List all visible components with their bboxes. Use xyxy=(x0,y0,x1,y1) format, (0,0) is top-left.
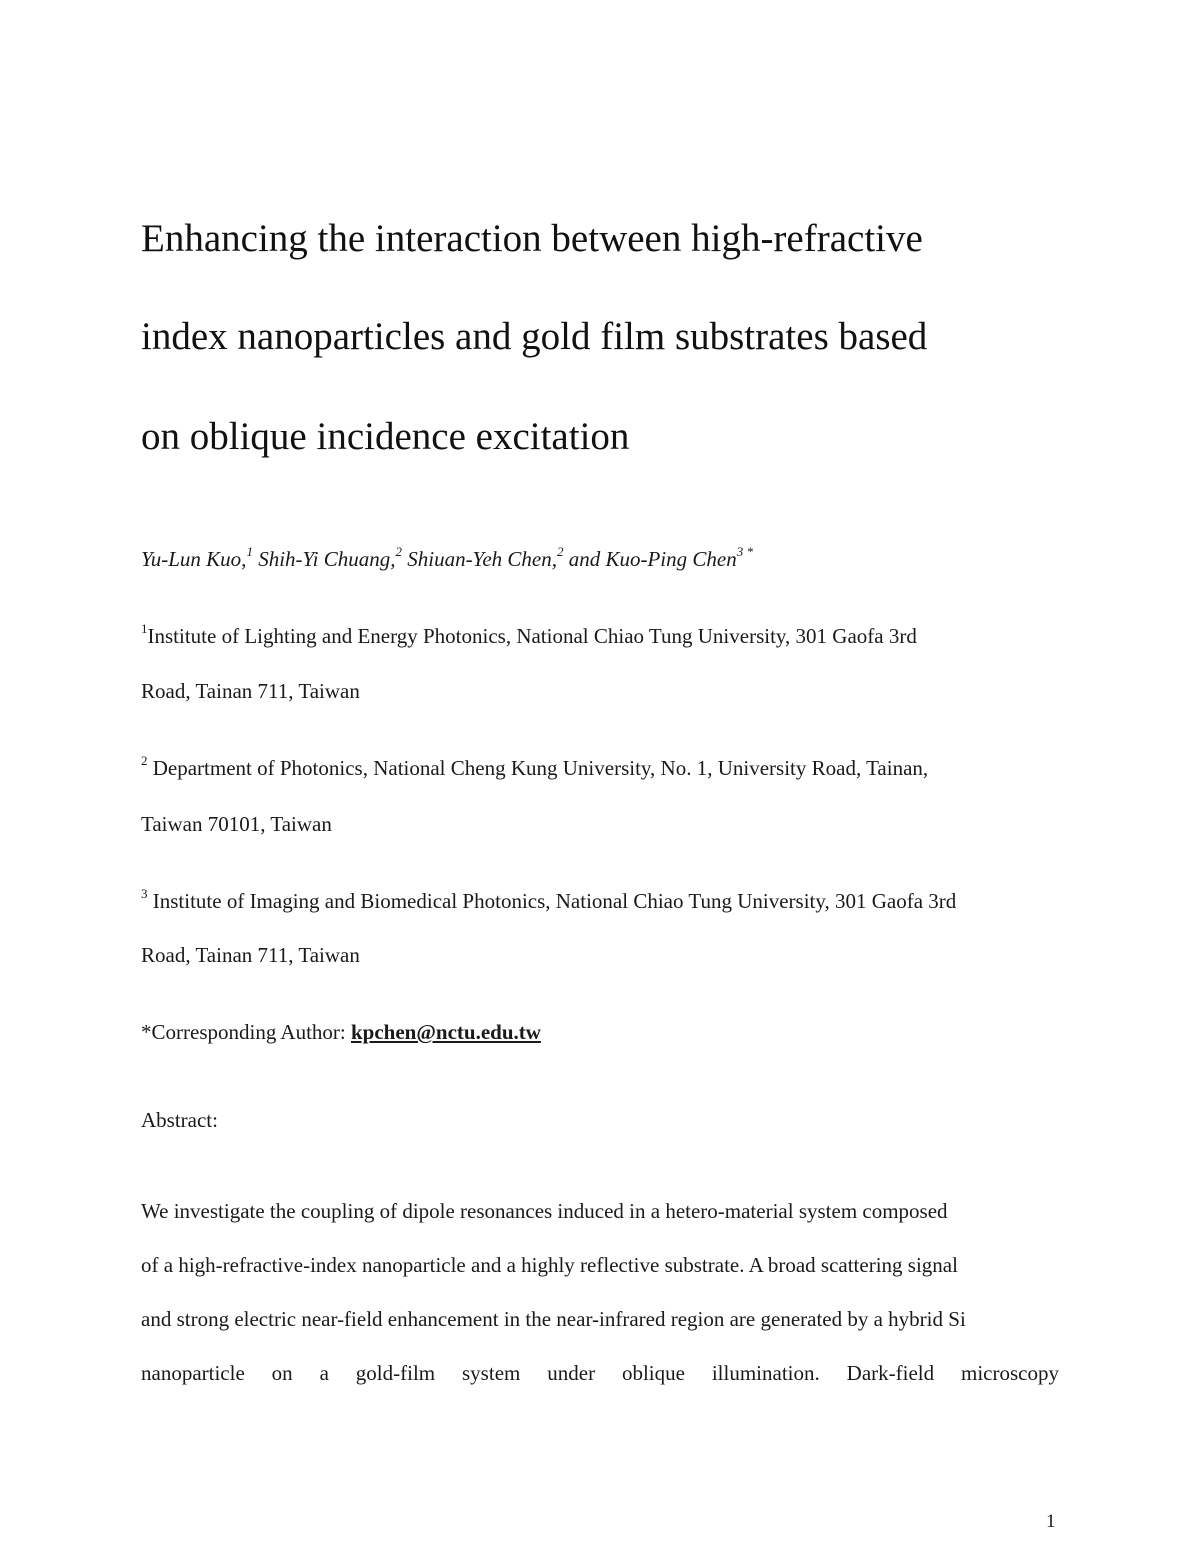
author-name: Shiuan-Yeh Chen, xyxy=(407,547,557,571)
affiliation-2-line-1 xyxy=(141,754,928,782)
author-name: and Kuo-Ping Chen xyxy=(568,547,737,571)
affiliation-2-line-2: Taiwan 70101, Taiwan xyxy=(141,812,332,836)
author-affiliation-mark: 2 xyxy=(395,544,402,559)
paper-title-line-2: index nanoparticles and gold film substrates based xyxy=(141,315,928,358)
corresponding-author-label: *Corresponding Author: xyxy=(141,1020,351,1044)
paper-title-line-1: Enhancing the interaction between high-refractive xyxy=(141,217,923,260)
author-name: Shih-Yi Chuang, xyxy=(258,547,396,571)
abstract-line-2: of a high-refractive-index nanoparticle and a highly reflective substrate. A broad scattering signal xyxy=(141,1253,958,1277)
page-number: 1 xyxy=(1046,1511,1056,1532)
abstract-line-4: nanoparticle on a gold-film system under oblique illumination. Dark-field microscopy xyxy=(141,1361,1059,1385)
affiliation-1-line-2: Road, Tainan 711, Taiwan xyxy=(141,679,360,703)
affiliation-text: Institute of Lighting and Energy Photonics, National Chiao Tung University, 301 Gaofa 3rd xyxy=(147,624,917,648)
affiliation-text: Institute of Imaging and Biomedical Photonics, National Chiao Tung University, 301 Gaofa 3rd xyxy=(147,889,957,913)
abstract-line-1: We investigate the coupling of dipole resonances induced in a hetero-material system composed xyxy=(141,1199,948,1223)
affiliation-mark: 1 xyxy=(141,621,148,636)
affiliation-mark: 3 xyxy=(141,886,148,901)
corresponding-author xyxy=(141,1018,541,1046)
paper-title-line-3: on oblique incidence excitation xyxy=(141,415,630,458)
affiliation-3-line-2: Road, Tainan 711, Taiwan xyxy=(141,943,360,967)
author-name: Yu-Lun Kuo, xyxy=(141,547,247,571)
abstract-line-3: and strong electric near-field enhancement in the near-infrared region are generated by a hybrid Si xyxy=(141,1307,966,1331)
author-affiliation-mark: 1 xyxy=(246,544,253,559)
affiliation-text: Department of Photonics, National Cheng Kung University, No. 1, University Road, Tainan, xyxy=(147,756,929,780)
author-list xyxy=(141,545,753,573)
affiliation-1-line-1 xyxy=(141,622,917,650)
affiliation-mark: 2 xyxy=(141,753,148,768)
affiliation-3-line-1 xyxy=(141,887,956,915)
author-affiliation-mark: 2 xyxy=(556,544,564,559)
corresponding-author-email-link[interactable]: kpchen@nctu.edu.tw xyxy=(351,1020,541,1044)
abstract-heading: Abstract: xyxy=(141,1108,218,1132)
author-affiliation-mark: 3 * xyxy=(736,544,753,559)
